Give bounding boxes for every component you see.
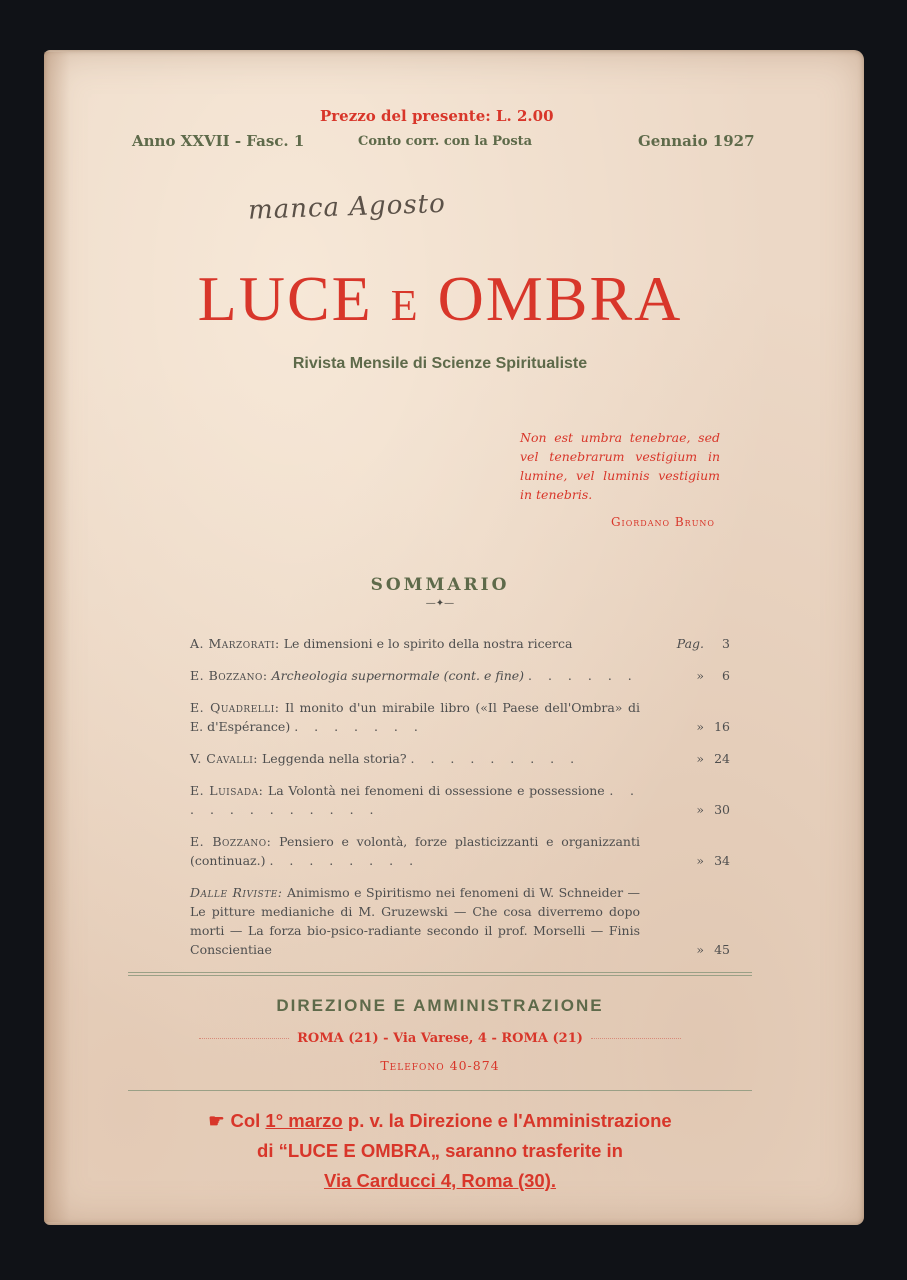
- divider-rule: [128, 972, 752, 973]
- ditto-mark: »: [696, 751, 705, 766]
- ditto-mark: »: [696, 668, 705, 683]
- toc-title: Le dimensioni e lo spirito della nostra ricerca: [283, 636, 573, 651]
- toc-page: [650, 634, 730, 653]
- toc-page-number: 30: [714, 802, 730, 817]
- notice-date: 1° marzo: [265, 1110, 343, 1131]
- toc-page-number: 3: [722, 636, 730, 651]
- toc-page: [650, 800, 730, 819]
- toc-entry: [190, 883, 730, 959]
- toc-page: [650, 940, 730, 959]
- toc-entry-text: [190, 883, 640, 959]
- title-word-e: E: [390, 281, 420, 330]
- toc-entry-text: [190, 634, 640, 653]
- toc-page: [650, 749, 730, 768]
- administration-address: [100, 1031, 780, 1046]
- notice-line-1: ☛ Col 1° marzo p. v. la Direzione e l'Amministrazione: [120, 1106, 760, 1136]
- price-line: Prezzo del presente: L. 2.00: [320, 107, 554, 125]
- toc-author: E. Bozzano:: [190, 834, 272, 849]
- administration-heading: DIREZIONE E AMMINISTRAZIONE: [276, 996, 604, 1015]
- toc-entry: [190, 634, 730, 653]
- cover-spine: [44, 52, 70, 1222]
- notice-line-3: Via Carducci 4, Roma (30).: [323, 1170, 557, 1191]
- ditto-mark: »: [696, 942, 705, 957]
- toc-title: Animismo e Spiritismo nei fenomeni di W. Schneider — Le pitture medianiche di M. Gruzewski — Che cosa diverremo dopo morti — La forza bio-psico-radiante secondo il prof. Morselli — Finis Conscientiae: [190, 885, 640, 957]
- administration-phone: Telefono 40-874: [380, 1058, 500, 1073]
- page-prefix: Pag.: [676, 636, 705, 651]
- handwritten-note: manca Agosto: [247, 188, 447, 226]
- pointing-hand-icon: ☛: [208, 1111, 225, 1131]
- toc-author: Dalle Riviste:: [190, 885, 283, 900]
- issue-date: Gennaio 1927: [638, 132, 755, 150]
- toc-title: Leggenda nella storia?: [262, 751, 407, 766]
- title-word-luce: LUCE: [197, 263, 373, 334]
- toc-entry-text: E. Luisada: La Volontà nei fenomeni di ossessione e possessione . . . . . . . . . . . .: [190, 783, 641, 817]
- toc-page-number: 16: [714, 719, 730, 734]
- toc-author: E. Bozzano:: [190, 668, 268, 683]
- title-word-ombra: OMBRA: [437, 263, 683, 334]
- ornament-divider: —✦—: [425, 598, 455, 609]
- toc-title: La Volontà nei fenomeni di ossessione e possessione: [267, 783, 605, 798]
- issue-number: Anno XXVII - Fasc. 1: [132, 132, 305, 150]
- toc-page-number: 34: [714, 853, 730, 868]
- table-of-contents: [190, 634, 730, 972]
- divider-rule: [128, 1090, 752, 1091]
- toc-author: V. Cavalli:: [190, 751, 259, 766]
- toc-page-number: 6: [722, 668, 730, 683]
- toc-entry: [190, 781, 730, 819]
- toc-title: Pensiero e volontà, forze plasticizzanti e organizzanti (continuaz.): [190, 834, 641, 868]
- toc-page: [650, 851, 730, 870]
- toc-entry: [190, 666, 730, 685]
- notice-line-2: di “LUCE E OMBRA„ saranno trasferite in: [257, 1140, 623, 1161]
- toc-title: Il monito d'un mirabile libro («Il Paese dell'Ombra» di E. d'Espérance): [190, 700, 640, 734]
- toc-author: A. Marzorati:: [190, 636, 280, 651]
- epigraph-text: Non est umbra tenebrae, sed vel tenebrarum vestigium in lumine, vel luminis vestigium in tenebris.: [520, 430, 720, 502]
- magazine-title: [100, 262, 780, 336]
- sommario-heading: SOMMARIO: [370, 575, 510, 595]
- toc-page-number: 24: [714, 751, 730, 766]
- toc-entry: [190, 698, 730, 736]
- toc-author: E. Luisada:: [190, 783, 264, 798]
- relocation-notice: [120, 1106, 760, 1196]
- toc-entry-text: E. Bozzano: Pensiero e volontà, forze plasticizzanti e organizzanti (continuaz.) . . . . . . . .: [190, 834, 641, 868]
- toc-entry: [190, 832, 730, 870]
- toc-entry: [190, 749, 730, 768]
- ditto-mark: »: [696, 802, 705, 817]
- toc-entry-text: E. Quadrelli: Il monito d'un mirabile libro («Il Paese dell'Ombra» di E. d'Espérance) . . . . . . .: [190, 700, 640, 734]
- toc-page: [650, 666, 730, 685]
- ditto-mark: »: [696, 853, 705, 868]
- toc-page-number: 45: [714, 942, 730, 957]
- toc-title: Archeologia supernormale (cont. e fine): [271, 668, 525, 683]
- postal-account: Conto corr. con la Posta: [358, 134, 533, 149]
- ditto-mark: »: [696, 719, 705, 734]
- toc-entry-text: E. Bozzano: Archeologia supernormale (cont. e fine) . . . . . .: [190, 668, 638, 683]
- magazine-subtitle: Rivista Mensile di Scienze Spiritualiste: [292, 355, 588, 372]
- epigraph-author: Giordano Bruno: [610, 515, 715, 529]
- toc-entry-text: V. Cavalli: Leggenda nella storia? . . . . . . . . .: [190, 751, 581, 766]
- toc-author: E. Quadrelli:: [190, 700, 280, 715]
- toc-page: [650, 717, 730, 736]
- address-text: ROMA (21) - Via Varese, 4 - ROMA (21): [297, 1031, 583, 1046]
- divider-rule: [128, 975, 752, 976]
